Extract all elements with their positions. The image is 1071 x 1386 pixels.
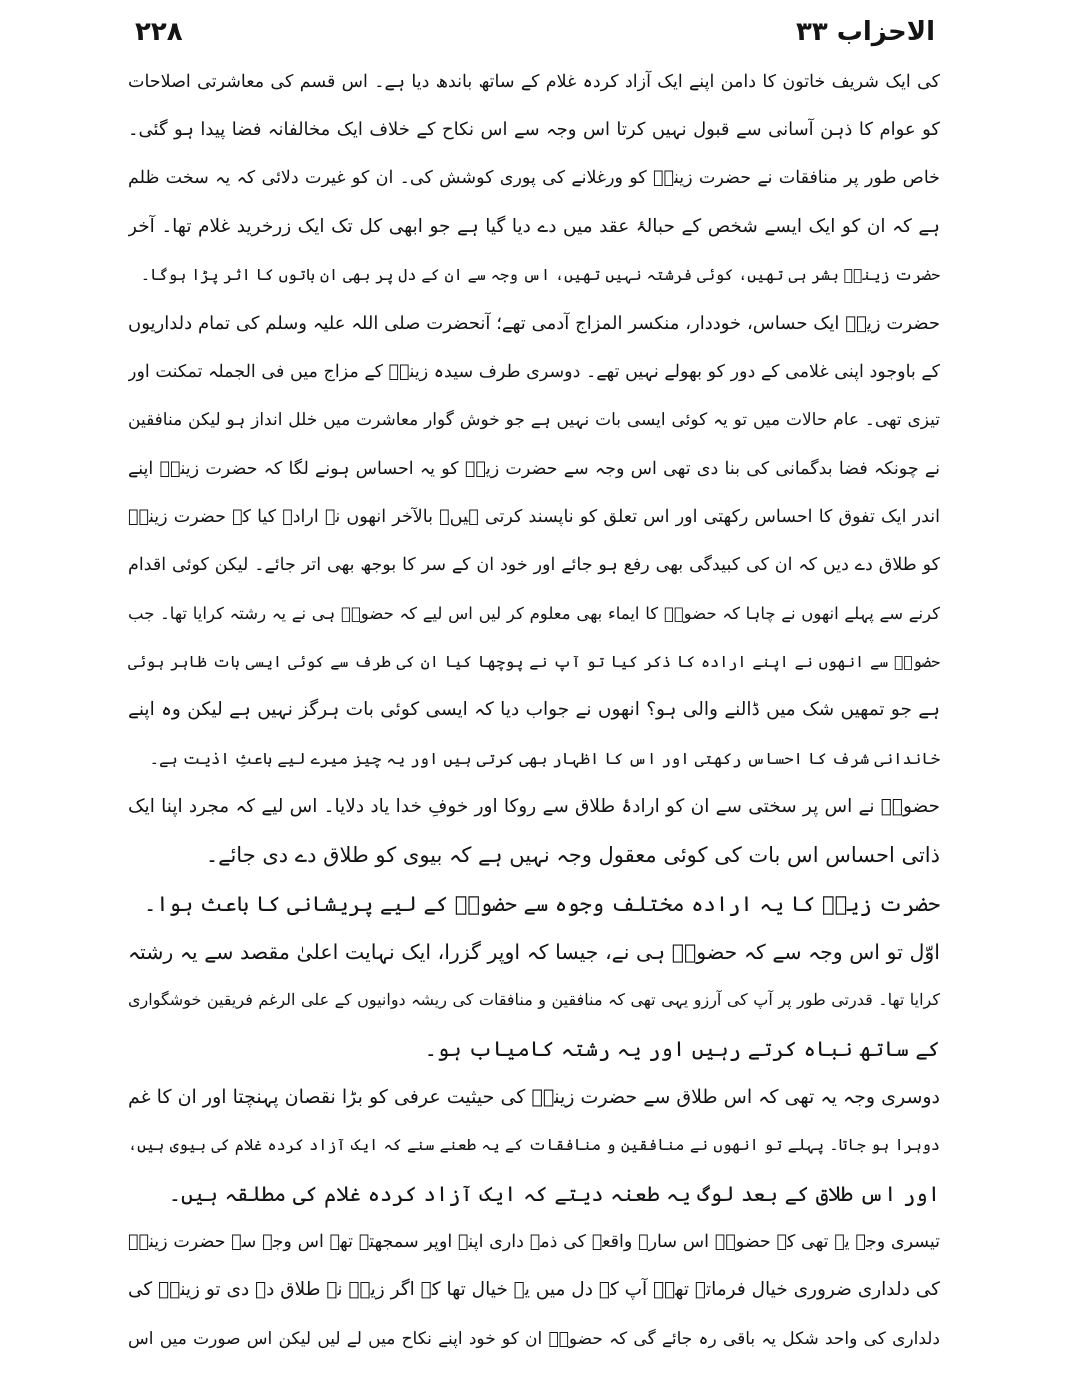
text-line: اندر ایک تفوق کا احساس رکھتی اور اس تعلق کو ناپسند کرتی ہیں۔ بالآخر انھوں نے ارادہ کیا کہ حضرت زینبؓ xyxy=(128,507,940,527)
text-line: تیسری وجہ یہ تھی کہ حضورؐ اس سارے واقعہ کی ذمہ داری اپنے اوپر سمجھتے تھے اس وجہ سے حضرت زینبؓ xyxy=(128,1232,940,1252)
text-line: کو طلاق دے دیں کہ ان کی کبیدگی بھی رفع ہو جائے اور خود ان کے سر کا بوجھ بھی اتر جائے۔ لیکن کوئی اقدام xyxy=(128,555,940,575)
text-line: دلداری کی واحد شکل یہ باقی رہ جائے گی کہ حضورؐ ان کو خود اپنے نکاح میں لے لیں لیکن اس صورت میں اس xyxy=(128,1329,940,1349)
running-head: الاحزاب ۳۳ xyxy=(795,17,935,47)
text-line: حضرت زیدؓ کا یہ ارادہ مختلف وجوہ سے حضورؐ کے لیے پریشانی کا باعث ہوا۔ xyxy=(143,892,940,916)
text-line: حضورؐ سے انھوں نے اپنے ارادہ کا ذکر کیا تو آپ نے پوچھا کیا ان کی طرف سے کوئی ایسی بات ظاہر ہوئی xyxy=(128,653,940,671)
text-line: دوسری وجہ یہ تھی کہ اس طلاق سے حضرت زینبؓ کی حیثیت عرفی کو بڑا نقصان پہنچتا اور ان کا غم xyxy=(128,1086,940,1108)
text-line: خاندانی شرف کا احساس رکھتی اور اس کا اظہار بھی کرتی ہیں اور یہ چیز میرے لیے باعثِ اذیت ہے۔ xyxy=(149,749,940,768)
text-line: خاص طور پر منافقات نے حضرت زینبؓ کو ورغلانے کی پوری کوشش کی۔ ان کو غیرت دلائی کہ یہ سخت ظلم xyxy=(128,168,940,188)
text-line: نے چونکہ فضا بدگمانی کی بنا دی تھی اس وجہ سے حضرت زیدؓ کو یہ احساس ہونے لگا کہ حضرت زینبؓ اپنے xyxy=(128,459,940,479)
page-number: ۲۲۸ xyxy=(135,17,183,47)
text-line: کرنے سے پہلے انھوں نے چاہا کہ حضورؐ کا ایماء بھی معلوم کر لیں اس لیے کہ حضورؐ ہی نے یہ رشتہ کرایا تھا۔ جب xyxy=(128,604,940,623)
text-line: ذاتی احساس اس بات کی کوئی معقول وجہ نہیں ہے کہ بیوی کو طلاق دے دی جائے۔ xyxy=(205,843,940,867)
text-line: حضرت زیدؓ ایک حساس، خوددار، منکسر المزاج آدمی تھے؛ آنحضرت صلی اللہ علیہ وسلم کی تمام دلداریوں xyxy=(128,313,940,334)
text-line: کرایا تھا۔ قدرتی طور پر آپ کی آرزو یہی تھی کہ منافقین و منافقات کی ریشہ دوانیوں کے علی الرغم فریقین خوشگواری xyxy=(128,990,940,1009)
text-line: کی دلداری ضروری خیال فرماتے تھے۔ آپ کے دل میں یہ خیال تھا کہ اگر زیدؓ نے طلاق دے دی تو زینبؓ کی xyxy=(128,1279,940,1300)
text-line: تیزی تھی۔ عام حالات میں تو یہ کوئی ایسی بات نہیں ہے جو خوش گوار معاشرت میں خلل انداز ہو لیکن منافقین xyxy=(128,410,940,430)
text-line: حضورؐ نے اس پر سختی سے ان کو ارادۂ طلاق سے روکا اور خوفِ خدا یاد دلایا۔ اس لیے کہ مجرد اپنا ایک xyxy=(128,796,940,817)
text-line: اور اس طلاق کے بعد لوگ یہ طعنہ دیتے کہ ایک آزاد کردہ غلام کی مطلقہ ہیں۔ xyxy=(168,1182,940,1206)
text-line: ہے کہ ان کو ایک ایسے شخص کے حبالۂ عقد میں دے دیا گیا ہے جو ابھی کل تک ایک زرخرید غلام تھا۔ آخر xyxy=(128,216,940,237)
text-line: اوّل تو اس وجہ سے کہ حضورؐ ہی نے، جیسا کہ اوپر گزرا، ایک نہایت اعلیٰ مقصد سے یہ رشتہ xyxy=(128,940,940,964)
text-line: حضرت زینبؓ بشر ہی تھیں، کوئی فرشتہ نہیں تھیں، اس وجہ سے ان کے دل پر بھی ان باتوں کا اثر پڑا ہوگا۔ xyxy=(140,266,940,284)
text-line: کے ساتھ نباہ کرتے رہیں اور یہ رشتہ کامیاب ہو۔ xyxy=(424,1037,940,1061)
text-line: کو عوام کا ذہن آسانی سے قبول نہیں کرتا اس وجہ سے اس نکاح کے خلاف ایک مخالفانہ فضا پیدا ہو گئی۔ xyxy=(128,119,940,140)
text-line: دوہرا ہو جاتا۔ پہلے تو انھوں نے منافقین و منافقات کے یہ طعنے سنے کہ ایک آزاد کردہ غلام کی بیوی ہیں، xyxy=(128,1136,940,1154)
text-line: ہے جو تمھیں شک میں ڈالنے والی ہو؟ انھوں نے جواب دیا کہ ایسی کوئی بات ہرگز نہیں ہے لیکن وہ اپنے xyxy=(128,699,940,720)
text-line: کے باوجود اپنی غلامی کے دور کو بھولے نہیں تھے۔ دوسری طرف سیدہ زینبؓ کے مزاج میں فی الجملہ تمکنت اور xyxy=(128,362,940,382)
page-header xyxy=(135,14,935,50)
body-text xyxy=(128,66,940,1376)
text-line: کی ایک شریف خاتون کا دامن اپنے ایک آزاد کردہ غلام کے ساتھ باندھ دیا ہے۔ اس قسم کی معاشرتی اصلاحات xyxy=(128,72,940,92)
